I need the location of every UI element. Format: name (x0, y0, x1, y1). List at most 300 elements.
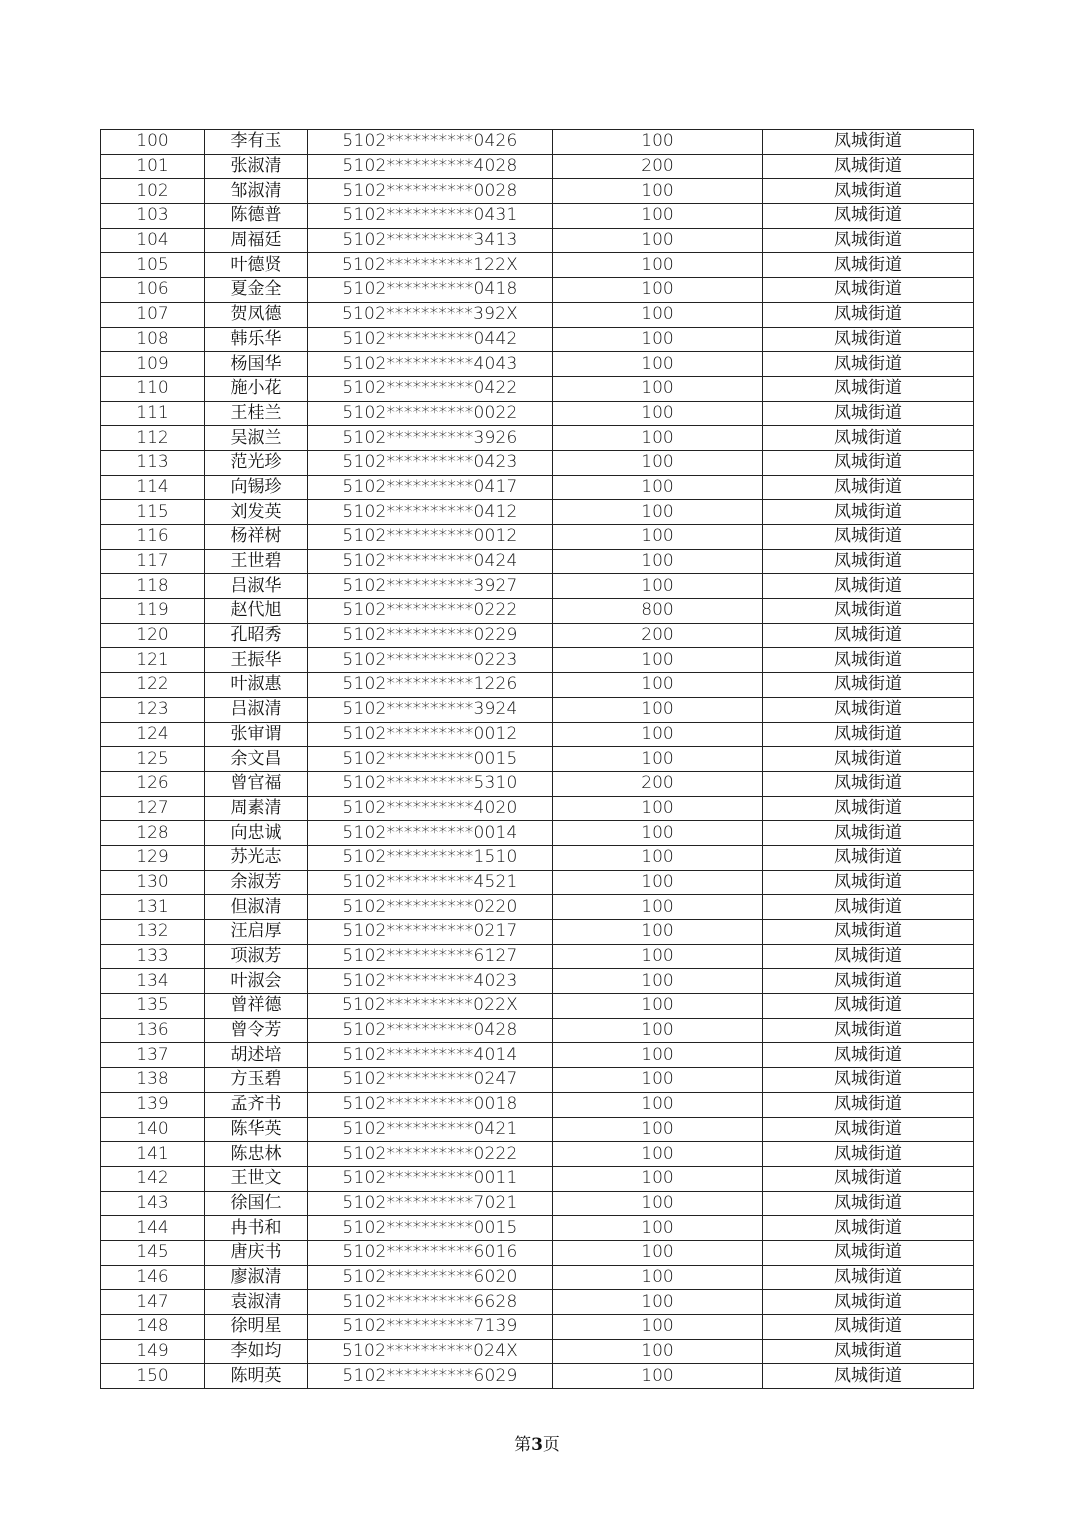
row-number-cell: 124 (101, 722, 205, 747)
row-number-cell: 105 (101, 253, 205, 278)
id-number-cell: 5102**********0012 (308, 722, 553, 747)
row-number-cell: 123 (101, 697, 205, 722)
amount-cell: 100 (553, 1068, 763, 1093)
name-cell: 苏光志 (205, 845, 308, 870)
id-number-cell: 5102**********6628 (308, 1290, 553, 1315)
table-row (101, 1117, 974, 1142)
name-cell: 陈明英 (205, 1364, 308, 1389)
table-row (101, 697, 974, 722)
street-cell: 凤城街道 (763, 253, 974, 278)
name-cell: 方玉碧 (205, 1068, 308, 1093)
id-number-cell: 5102**********122X (308, 253, 553, 278)
amount-cell: 100 (553, 376, 763, 401)
name-cell: 陈忠林 (205, 1142, 308, 1167)
name-cell: 廖淑清 (205, 1265, 308, 1290)
id-number-cell: 5102**********3924 (308, 697, 553, 722)
name-cell: 徐国仁 (205, 1191, 308, 1216)
amount-cell: 100 (553, 920, 763, 945)
id-number-cell: 5102**********0442 (308, 327, 553, 352)
amount-cell: 100 (553, 944, 763, 969)
table-row (101, 1092, 974, 1117)
street-cell: 凤城街道 (763, 302, 974, 327)
amount-cell: 100 (553, 845, 763, 870)
amount-cell: 100 (553, 969, 763, 994)
name-cell: 孔昭秀 (205, 623, 308, 648)
row-number-cell: 132 (101, 920, 205, 945)
amount-cell: 100 (553, 747, 763, 772)
amount-cell: 100 (553, 697, 763, 722)
amount-cell: 100 (553, 1018, 763, 1043)
street-cell: 凤城街道 (763, 845, 974, 870)
row-number-cell: 108 (101, 327, 205, 352)
row-number-cell: 130 (101, 870, 205, 895)
table-row (101, 821, 974, 846)
name-cell: 曾官福 (205, 771, 308, 796)
row-number-cell: 113 (101, 450, 205, 475)
name-cell: 贺凤德 (205, 302, 308, 327)
street-cell: 凤城街道 (763, 327, 974, 352)
id-number-cell: 5102**********0247 (308, 1068, 553, 1093)
street-cell: 凤城街道 (763, 500, 974, 525)
row-number-cell: 104 (101, 228, 205, 253)
row-number-cell: 146 (101, 1265, 205, 1290)
street-cell: 凤城街道 (763, 821, 974, 846)
table-row (101, 1068, 974, 1093)
row-number-cell: 110 (101, 376, 205, 401)
name-cell: 袁淑清 (205, 1290, 308, 1315)
row-number-cell: 115 (101, 500, 205, 525)
name-cell: 李如均 (205, 1339, 308, 1364)
table-row (101, 450, 974, 475)
amount-cell: 800 (553, 599, 763, 624)
row-number-cell: 145 (101, 1240, 205, 1265)
id-number-cell: 5102**********0012 (308, 525, 553, 550)
amount-cell: 100 (553, 549, 763, 574)
amount-cell: 100 (553, 228, 763, 253)
id-number-cell: 5102**********0417 (308, 475, 553, 500)
name-cell: 韩乐华 (205, 327, 308, 352)
id-number-cell: 5102**********4028 (308, 154, 553, 179)
table-row (101, 228, 974, 253)
row-number-cell: 141 (101, 1142, 205, 1167)
name-cell: 张审谓 (205, 722, 308, 747)
recipient-table (100, 129, 974, 1389)
street-cell: 凤城街道 (763, 352, 974, 377)
table-row (101, 302, 974, 327)
id-number-cell: 5102**********0418 (308, 278, 553, 303)
amount-cell: 100 (553, 1142, 763, 1167)
id-number-cell: 5102**********0223 (308, 648, 553, 673)
row-number-cell: 133 (101, 944, 205, 969)
name-cell: 曾祥德 (205, 994, 308, 1019)
id-number-cell: 5102**********0412 (308, 500, 553, 525)
row-number-cell: 137 (101, 1043, 205, 1068)
name-cell: 叶德贤 (205, 253, 308, 278)
name-cell: 周素清 (205, 796, 308, 821)
name-cell: 张淑清 (205, 154, 308, 179)
row-number-cell: 112 (101, 426, 205, 451)
name-cell: 向忠诚 (205, 821, 308, 846)
row-number-cell: 128 (101, 821, 205, 846)
name-cell: 余文昌 (205, 747, 308, 772)
page-number: 3 (531, 1435, 543, 1455)
name-cell: 向锡珍 (205, 475, 308, 500)
name-cell: 王世文 (205, 1166, 308, 1191)
row-number-cell: 120 (101, 623, 205, 648)
street-cell: 凤城街道 (763, 1166, 974, 1191)
street-cell: 凤城街道 (763, 895, 974, 920)
id-number-cell: 5102**********392X (308, 302, 553, 327)
id-number-cell: 5102**********0222 (308, 1142, 553, 1167)
name-cell: 李有玉 (205, 130, 308, 155)
table-row (101, 1191, 974, 1216)
id-number-cell: 5102**********3413 (308, 228, 553, 253)
id-number-cell: 5102**********6029 (308, 1364, 553, 1389)
table-row (101, 722, 974, 747)
row-number-cell: 136 (101, 1018, 205, 1043)
row-number-cell: 138 (101, 1068, 205, 1093)
street-cell: 凤城街道 (763, 1117, 974, 1142)
name-cell: 王振华 (205, 648, 308, 673)
amount-cell: 200 (553, 623, 763, 648)
amount-cell: 100 (553, 648, 763, 673)
street-cell: 凤城街道 (763, 673, 974, 698)
table-row (101, 500, 974, 525)
name-cell: 吕淑清 (205, 697, 308, 722)
row-number-cell: 103 (101, 204, 205, 229)
row-number-cell: 101 (101, 154, 205, 179)
amount-cell: 100 (553, 475, 763, 500)
street-cell: 凤城街道 (763, 450, 974, 475)
amount-cell: 100 (553, 574, 763, 599)
id-number-cell: 5102**********0229 (308, 623, 553, 648)
row-number-cell: 125 (101, 747, 205, 772)
id-number-cell: 5102**********0421 (308, 1117, 553, 1142)
name-cell: 吴淑兰 (205, 426, 308, 451)
street-cell: 凤城街道 (763, 1290, 974, 1315)
name-cell: 叶淑惠 (205, 673, 308, 698)
name-cell: 王世碧 (205, 549, 308, 574)
row-number-cell: 148 (101, 1315, 205, 1340)
street-cell: 凤城街道 (763, 944, 974, 969)
street-cell: 凤城街道 (763, 525, 974, 550)
amount-cell: 100 (553, 130, 763, 155)
id-number-cell: 5102**********0431 (308, 204, 553, 229)
name-cell: 周福廷 (205, 228, 308, 253)
table-row (101, 278, 974, 303)
street-cell: 凤城街道 (763, 1018, 974, 1043)
id-number-cell: 5102**********6020 (308, 1265, 553, 1290)
street-cell: 凤城街道 (763, 648, 974, 673)
row-number-cell: 140 (101, 1117, 205, 1142)
amount-cell: 100 (553, 525, 763, 550)
street-cell: 凤城街道 (763, 475, 974, 500)
street-cell: 凤城街道 (763, 376, 974, 401)
row-number-cell: 109 (101, 352, 205, 377)
id-number-cell: 5102**********4043 (308, 352, 553, 377)
amount-cell: 100 (553, 278, 763, 303)
page-number-suffix: 页 (542, 1435, 560, 1455)
name-cell: 但淑清 (205, 895, 308, 920)
table-row (101, 1265, 974, 1290)
amount-cell: 100 (553, 1043, 763, 1068)
amount-cell: 100 (553, 450, 763, 475)
street-cell: 凤城街道 (763, 722, 974, 747)
table-row (101, 253, 974, 278)
table-row (101, 401, 974, 426)
amount-cell: 100 (553, 327, 763, 352)
amount-cell: 200 (553, 771, 763, 796)
row-number-cell: 107 (101, 302, 205, 327)
name-cell: 曾令芳 (205, 1018, 308, 1043)
row-number-cell: 116 (101, 525, 205, 550)
street-cell: 凤城街道 (763, 1315, 974, 1340)
amount-cell: 100 (553, 870, 763, 895)
table-row (101, 426, 974, 451)
street-cell: 凤城街道 (763, 130, 974, 155)
table-row (101, 870, 974, 895)
row-number-cell: 106 (101, 278, 205, 303)
row-number-cell: 142 (101, 1166, 205, 1191)
id-number-cell: 5102**********6127 (308, 944, 553, 969)
row-number-cell: 100 (101, 130, 205, 155)
street-cell: 凤城街道 (763, 1364, 974, 1389)
id-number-cell: 5102**********024X (308, 1339, 553, 1364)
street-cell: 凤城街道 (763, 771, 974, 796)
table-row (101, 1142, 974, 1167)
street-cell: 凤城街道 (763, 1216, 974, 1241)
table-row (101, 920, 974, 945)
name-cell: 徐明星 (205, 1315, 308, 1340)
name-cell: 施小花 (205, 376, 308, 401)
row-number-cell: 126 (101, 771, 205, 796)
amount-cell: 100 (553, 1240, 763, 1265)
id-number-cell: 5102**********0011 (308, 1166, 553, 1191)
table-row (101, 1364, 974, 1389)
name-cell: 范光珍 (205, 450, 308, 475)
table-row (101, 648, 974, 673)
street-cell: 凤城街道 (763, 154, 974, 179)
street-cell: 凤城街道 (763, 920, 974, 945)
table-row (101, 623, 974, 648)
row-number-cell: 117 (101, 549, 205, 574)
row-number-cell: 149 (101, 1339, 205, 1364)
row-number-cell: 129 (101, 845, 205, 870)
table-row (101, 1043, 974, 1068)
table-row (101, 475, 974, 500)
table-row (101, 895, 974, 920)
table-body (101, 130, 974, 1389)
table-row (101, 327, 974, 352)
name-cell: 唐庆书 (205, 1240, 308, 1265)
table-row (101, 179, 974, 204)
row-number-cell: 127 (101, 796, 205, 821)
street-cell: 凤城街道 (763, 1191, 974, 1216)
amount-cell: 100 (553, 302, 763, 327)
page-footer (0, 1430, 1074, 1455)
id-number-cell: 5102**********0222 (308, 599, 553, 624)
street-cell: 凤城街道 (763, 1339, 974, 1364)
amount-cell: 100 (553, 1092, 763, 1117)
row-number-cell: 111 (101, 401, 205, 426)
name-cell: 汪启厚 (205, 920, 308, 945)
table-row (101, 204, 974, 229)
id-number-cell: 5102**********7139 (308, 1315, 553, 1340)
street-cell: 凤城街道 (763, 697, 974, 722)
street-cell: 凤城街道 (763, 401, 974, 426)
street-cell: 凤城街道 (763, 747, 974, 772)
table-row (101, 994, 974, 1019)
street-cell: 凤城街道 (763, 549, 974, 574)
street-cell: 凤城街道 (763, 1092, 974, 1117)
table-row (101, 1240, 974, 1265)
id-number-cell: 5102**********0428 (308, 1018, 553, 1043)
table-row (101, 1018, 974, 1043)
table-row (101, 130, 974, 155)
table-row (101, 599, 974, 624)
row-number-cell: 118 (101, 574, 205, 599)
amount-cell: 100 (553, 895, 763, 920)
street-cell: 凤城街道 (763, 1043, 974, 1068)
id-number-cell: 5102**********0220 (308, 895, 553, 920)
id-number-cell: 5102**********0028 (308, 179, 553, 204)
row-number-cell: 144 (101, 1216, 205, 1241)
amount-cell: 100 (553, 500, 763, 525)
row-number-cell: 114 (101, 475, 205, 500)
street-cell: 凤城街道 (763, 228, 974, 253)
amount-cell: 100 (553, 994, 763, 1019)
amount-cell: 100 (553, 1117, 763, 1142)
street-cell: 凤城街道 (763, 796, 974, 821)
id-number-cell: 5102**********6016 (308, 1240, 553, 1265)
row-number-cell: 134 (101, 969, 205, 994)
street-cell: 凤城街道 (763, 574, 974, 599)
row-number-cell: 147 (101, 1290, 205, 1315)
amount-cell: 200 (553, 154, 763, 179)
name-cell: 杨国华 (205, 352, 308, 377)
table-row (101, 1166, 974, 1191)
id-number-cell: 5102**********0426 (308, 130, 553, 155)
name-cell: 冉书和 (205, 1216, 308, 1241)
row-number-cell: 135 (101, 994, 205, 1019)
id-number-cell: 5102**********0423 (308, 450, 553, 475)
id-number-cell: 5102**********1510 (308, 845, 553, 870)
amount-cell: 100 (553, 821, 763, 846)
page-number-prefix: 第 (514, 1435, 532, 1455)
row-number-cell: 102 (101, 179, 205, 204)
id-number-cell: 5102**********0422 (308, 376, 553, 401)
name-cell: 陈华英 (205, 1117, 308, 1142)
id-number-cell: 5102**********1226 (308, 673, 553, 698)
id-number-cell: 5102**********0424 (308, 549, 553, 574)
row-number-cell: 131 (101, 895, 205, 920)
amount-cell: 100 (553, 426, 763, 451)
name-cell: 孟齐书 (205, 1092, 308, 1117)
id-number-cell: 5102**********3927 (308, 574, 553, 599)
amount-cell: 100 (553, 1191, 763, 1216)
table-row (101, 525, 974, 550)
table-row (101, 1339, 974, 1364)
street-cell: 凤城街道 (763, 599, 974, 624)
street-cell: 凤城街道 (763, 1142, 974, 1167)
table-row (101, 845, 974, 870)
name-cell: 陈德普 (205, 204, 308, 229)
id-number-cell: 5102**********022X (308, 994, 553, 1019)
id-number-cell: 5102**********0014 (308, 821, 553, 846)
amount-cell: 100 (553, 1315, 763, 1340)
id-number-cell: 5102**********0018 (308, 1092, 553, 1117)
id-number-cell: 5102**********4014 (308, 1043, 553, 1068)
amount-cell: 100 (553, 722, 763, 747)
id-number-cell: 5102**********4023 (308, 969, 553, 994)
table-row (101, 747, 974, 772)
row-number-cell: 150 (101, 1364, 205, 1389)
street-cell: 凤城街道 (763, 994, 974, 1019)
table-row (101, 154, 974, 179)
id-number-cell: 5102**********3926 (308, 426, 553, 451)
name-cell: 夏金全 (205, 278, 308, 303)
table-row (101, 796, 974, 821)
id-number-cell: 5102**********0015 (308, 747, 553, 772)
name-cell: 邹淑清 (205, 179, 308, 204)
amount-cell: 100 (553, 401, 763, 426)
id-number-cell: 5102**********7021 (308, 1191, 553, 1216)
table-row (101, 352, 974, 377)
table-row (101, 771, 974, 796)
amount-cell: 100 (553, 1166, 763, 1191)
row-number-cell: 119 (101, 599, 205, 624)
name-cell: 杨祥树 (205, 525, 308, 550)
street-cell: 凤城街道 (763, 969, 974, 994)
amount-cell: 100 (553, 204, 763, 229)
street-cell: 凤城街道 (763, 870, 974, 895)
name-cell: 项淑芳 (205, 944, 308, 969)
name-cell: 叶淑会 (205, 969, 308, 994)
id-number-cell: 5102**********0015 (308, 1216, 553, 1241)
table-row (101, 1216, 974, 1241)
name-cell: 赵代旭 (205, 599, 308, 624)
table-row (101, 1315, 974, 1340)
street-cell: 凤城街道 (763, 426, 974, 451)
street-cell: 凤城街道 (763, 179, 974, 204)
amount-cell: 100 (553, 1290, 763, 1315)
id-number-cell: 5102**********4020 (308, 796, 553, 821)
name-cell: 王桂兰 (205, 401, 308, 426)
street-cell: 凤城街道 (763, 623, 974, 648)
street-cell: 凤城街道 (763, 1240, 974, 1265)
street-cell: 凤城街道 (763, 1265, 974, 1290)
id-number-cell: 5102**********5310 (308, 771, 553, 796)
amount-cell: 100 (553, 673, 763, 698)
name-cell: 刘发英 (205, 500, 308, 525)
amount-cell: 100 (553, 179, 763, 204)
table-row (101, 969, 974, 994)
table-row (101, 673, 974, 698)
id-number-cell: 5102**********0022 (308, 401, 553, 426)
name-cell: 胡述培 (205, 1043, 308, 1068)
amount-cell: 100 (553, 1216, 763, 1241)
street-cell: 凤城街道 (763, 1068, 974, 1093)
row-number-cell: 122 (101, 673, 205, 698)
amount-cell: 100 (553, 796, 763, 821)
amount-cell: 100 (553, 253, 763, 278)
row-number-cell: 121 (101, 648, 205, 673)
table-row (101, 944, 974, 969)
name-cell: 余淑芳 (205, 870, 308, 895)
amount-cell: 100 (553, 352, 763, 377)
table-row (101, 1290, 974, 1315)
row-number-cell: 143 (101, 1191, 205, 1216)
